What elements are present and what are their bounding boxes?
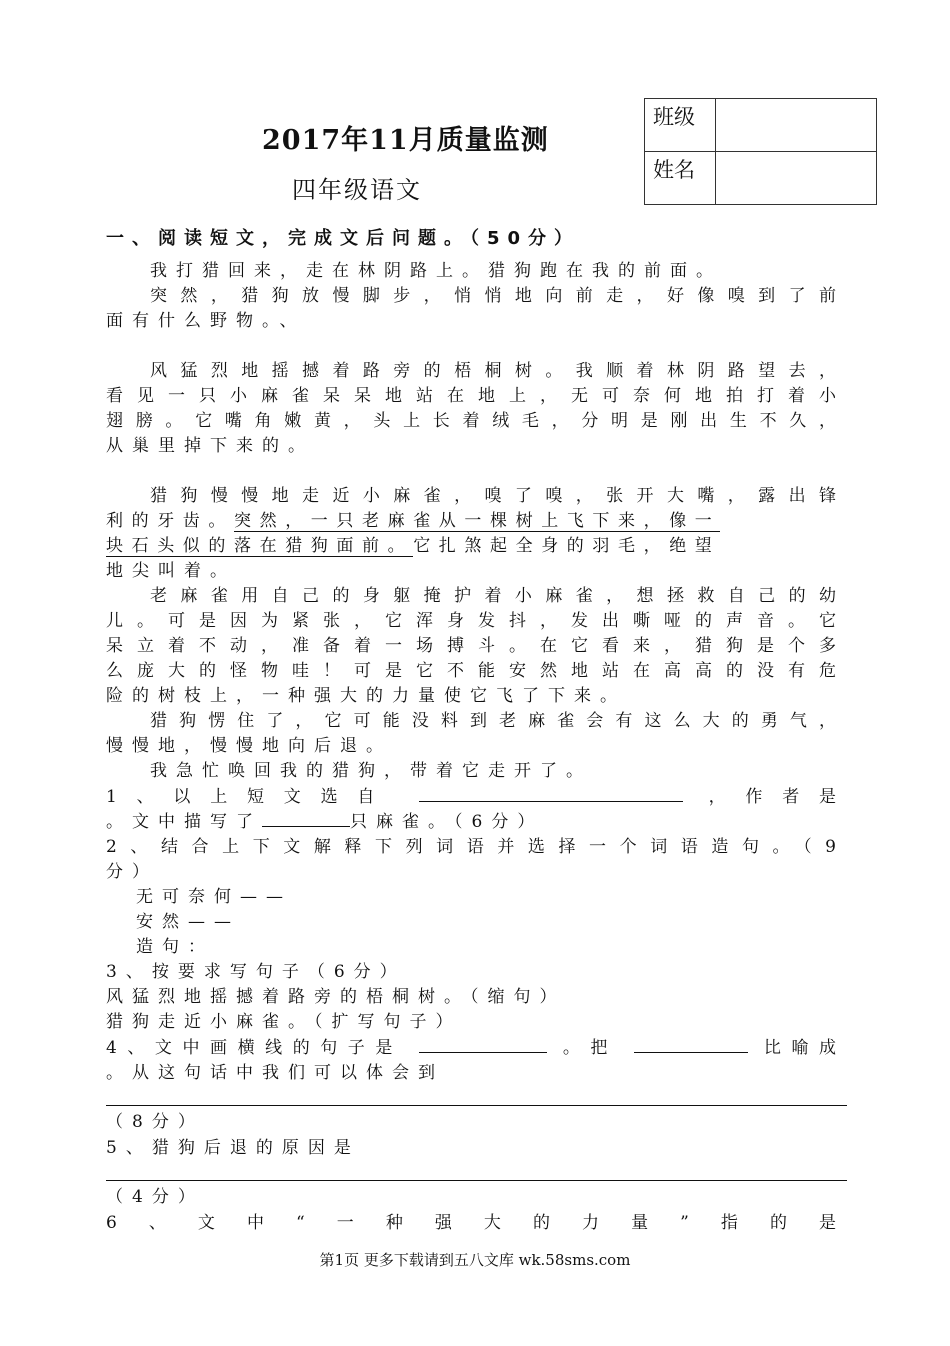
sentence-prompt: 造句：	[136, 937, 214, 957]
passage-line	[106, 534, 836, 559]
question-text: 比喻成	[763, 1038, 837, 1058]
passage-line: 我打猎回来，走在林阴路上。猎狗跑在我的前面。	[150, 261, 722, 281]
question-text: 只麻雀。（6分）	[350, 812, 544, 832]
name-field[interactable]	[716, 152, 877, 205]
answer-line[interactable]	[106, 1180, 847, 1181]
answer-line[interactable]	[106, 1105, 847, 1106]
question-3-item: 猎狗走近小麻雀。（扩写句子）	[106, 1012, 462, 1032]
passage-line: 儿。可是因为紧张，它浑身发抖，发出嘶哑的声音。它	[106, 611, 836, 631]
question-1	[106, 785, 836, 810]
passage-line: 猎狗慢慢地走近小麻雀，嗅了嗅，张开大嘴，露出锋	[150, 486, 836, 506]
page-footer: 第1页 更多下载请到五八文库 wk.58sms.com	[319, 1251, 631, 1269]
page-subtitle: 四年级语文	[292, 176, 422, 204]
student-info-table	[644, 98, 877, 205]
passage-line: 地尖叫着。	[106, 561, 236, 581]
passage-text: 它扎煞起全身的羽毛，绝望	[413, 536, 721, 556]
question-2-cont: 分）	[106, 862, 158, 882]
underlined-sentence: 突然，一只老麻雀从一棵树上飞下来，像一	[234, 511, 721, 531]
passage-line: 风猛烈地摇撼着路旁的梧桐树。我顺着林阴路望去，	[150, 361, 836, 381]
passage-line: 老麻雀用自己的身躯掩护着小麻雀，想拯救自己的幼	[150, 586, 836, 606]
question-4	[106, 1036, 836, 1061]
question-2: 2、结合上下文解释下列词语并选择一个词语造句。（9	[106, 837, 836, 857]
question-text: 。把	[562, 1038, 618, 1058]
answer-blank[interactable]	[419, 785, 683, 802]
passage-line: 突然，猎狗放慢脚步，悄悄地向前走，好像嗅到了前	[150, 286, 836, 306]
question-4-score: （8分）	[106, 1112, 204, 1132]
vocab-item: 安然——	[136, 912, 240, 932]
question-text: 1、以上短文选自	[106, 787, 395, 807]
passage-line: 猎狗愣住了，它可能没料到老麻雀会有这么大的勇气，	[150, 711, 836, 731]
passage-line: 面有什么野物。、	[106, 311, 306, 331]
passage-line	[106, 509, 836, 534]
answer-blank[interactable]	[419, 1036, 547, 1053]
passage-line: 呆立着不动，准备着一场搏斗。在它看来，猎狗是个多	[106, 636, 836, 656]
class-label: 班级	[645, 99, 716, 152]
passage-line: 险的树枝上，一种强大的力量使它飞了下来。	[106, 686, 626, 706]
question-3: 3、按要求写句子（6分）	[106, 962, 406, 982]
passage-line: 从巢里掉下来的。	[106, 436, 314, 456]
section-heading: 一、阅读短文，完成文后问题。（50分）	[106, 228, 581, 249]
question-text: 4、文中画横线的句子是	[106, 1038, 403, 1058]
name-label: 姓名	[645, 152, 716, 205]
answer-blank[interactable]	[634, 1036, 748, 1053]
question-5: 5、猎狗后退的原因是	[106, 1138, 360, 1158]
answer-blank[interactable]	[262, 810, 350, 827]
question-6: 6、文中“一种强大的力量”指的是	[106, 1213, 836, 1233]
passage-line: 慢慢地，慢慢地向后退。	[106, 736, 392, 756]
passage-line: 么庞大的怪物哇！可是它不能安然地站在高高的没有危	[106, 661, 836, 681]
question-text: ，作者是	[708, 787, 836, 807]
page-title: 2017年11月质量监测	[262, 125, 549, 156]
passage-line: 翅膀。它嘴角嫩黄，头上长着绒毛，分明是刚出生不久，	[106, 411, 836, 431]
class-field[interactable]	[716, 99, 877, 152]
underlined-sentence: 块石头似的落在猎狗面前。	[106, 536, 414, 556]
passage-text: 利的牙齿。	[106, 511, 234, 531]
question-text: 。文中描写了	[106, 812, 262, 832]
passage-line: 我急忙唤回我的猎狗，带着它走开了。	[150, 761, 592, 781]
question-4-cont: 。从这句话中我们可以体会到	[106, 1063, 444, 1083]
question-3-item: 风猛烈地摇撼着路旁的梧桐树。（缩句）	[106, 987, 566, 1007]
question-5-score: （4分）	[106, 1187, 204, 1207]
passage-line: 看见一只小麻雀呆呆地站在地上，无可奈何地拍打着小	[106, 386, 836, 406]
question-1-cont	[106, 810, 836, 835]
vocab-item: 无可奈何——	[136, 887, 292, 907]
